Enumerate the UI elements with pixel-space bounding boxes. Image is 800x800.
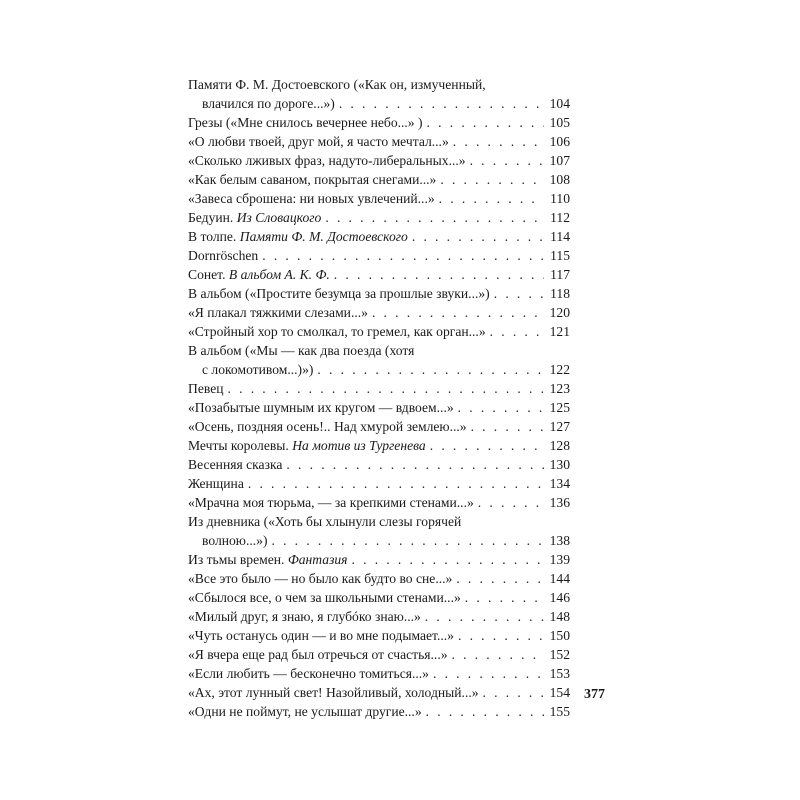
toc-entry-page: 128 [549, 438, 570, 453]
toc-entry-line [188, 626, 570, 645]
toc-entry-title: В толпе. [188, 229, 237, 244]
toc-entry[interactable] [188, 569, 570, 588]
toc-entry-title: Мечты королевы. [188, 438, 289, 453]
toc-entry-title: «Одни не поймут, не услышат другие...» [188, 704, 422, 719]
toc-entry-line [188, 702, 570, 721]
toc-entry-title: В альбом («Мы — как два поезда (хотя [188, 343, 415, 358]
toc-entry-title: «О любви твоей, друг мой, я часто мечтал...» [188, 134, 449, 149]
dot-leader [478, 493, 544, 512]
toc-entry-title: Бедуин. [188, 210, 234, 225]
dot-leader [453, 132, 544, 151]
toc-entry-line [188, 246, 570, 265]
toc-entry-subtitle: Из Словацкого [236, 210, 322, 225]
dot-leader [271, 531, 544, 550]
toc-entry-page: 114 [550, 229, 570, 244]
toc-entry-subtitle: Фантазия [287, 552, 348, 567]
toc-entry-page: 108 [549, 172, 570, 187]
toc-entry-line [188, 265, 570, 284]
toc-entry[interactable] [188, 341, 570, 379]
toc-entry-page: 146 [549, 590, 570, 605]
toc-entry-page: 139 [549, 552, 570, 567]
toc-entry-line [188, 417, 570, 436]
toc-entry-title: влачился по дороге...») [202, 96, 335, 111]
toc-entry-title: «Сколько лживых фраз, надуто-либеральных...» [188, 153, 466, 168]
toc-entry-title: «Милый друг, я знаю, я глубóко знаю...» [188, 609, 421, 624]
dot-leader [452, 645, 544, 664]
toc-entry-line [188, 493, 570, 512]
toc-entry-page: 138 [549, 533, 570, 548]
toc-entry[interactable] [188, 588, 570, 607]
toc-entry-title: Весенняя сказка [188, 457, 283, 472]
dot-leader [427, 113, 544, 132]
toc-entry-page: 106 [549, 134, 570, 149]
toc-entry[interactable] [188, 322, 570, 341]
toc-entry[interactable] [188, 550, 570, 569]
toc-entry-page: 105 [549, 115, 570, 130]
toc-entry-continuation [188, 94, 570, 113]
toc-entry[interactable] [188, 208, 570, 227]
toc-entry-title: «Завеса сброшена: ни новых увлечений...» [188, 191, 435, 206]
toc-entry-title: «Если любить — бесконечно томиться...» [188, 666, 429, 681]
toc-entry-page: 150 [549, 628, 570, 643]
page-number: 377 [584, 687, 605, 702]
dot-leader [470, 151, 544, 170]
toc-entry-line [188, 322, 570, 341]
toc-entry-title: «Осень, поздняя осень!.. Над хмурой землею...» [188, 419, 467, 434]
toc-entry-title: «Как белым саваном, покрытая снегами...» [188, 172, 437, 187]
toc-entry-page: 121 [549, 324, 570, 339]
toc-entry-line [188, 208, 570, 227]
toc-entry[interactable] [188, 474, 570, 493]
toc-entry-title: Из тьмы времен. [188, 552, 285, 567]
dot-leader [458, 626, 544, 645]
toc-entry-page: 136 [549, 495, 570, 510]
dot-leader [439, 189, 544, 208]
toc-entry[interactable] [188, 284, 570, 303]
toc-entry[interactable] [188, 683, 570, 702]
toc-entry-line [188, 398, 570, 417]
toc-entry-line [188, 664, 570, 683]
dot-leader [425, 607, 544, 626]
toc-entry-line [188, 474, 570, 493]
toc-entry-line [188, 151, 570, 170]
toc-entry-page: 144 [549, 571, 570, 586]
toc-entry-page: 154 [549, 685, 570, 700]
toc-entry-subtitle: На мотив из Тургенева [292, 438, 426, 453]
dot-leader [465, 588, 544, 607]
toc-entry[interactable] [188, 493, 570, 512]
toc-entry[interactable] [188, 170, 570, 189]
toc-entry-title: «Сбылося все, о чем за школьными стенами...» [188, 590, 461, 605]
dot-leader [334, 265, 544, 284]
toc-entry-title: «Все это было — но было как будто во сне...» [188, 571, 453, 586]
toc-entry-line [188, 607, 570, 626]
toc-entry-page: 110 [550, 191, 570, 206]
dot-leader [248, 474, 544, 493]
toc-entry-title: Памяти Ф. М. Достоевского («Как он, измученный, [188, 77, 486, 92]
toc-entry[interactable] [188, 151, 570, 170]
toc-entry-line [188, 588, 570, 607]
toc-entry[interactable] [188, 417, 570, 436]
table-of-contents [188, 75, 570, 721]
toc-entry-line [188, 189, 570, 208]
toc-entry-title: волною...») [202, 533, 268, 548]
toc-entry-line [188, 132, 570, 151]
toc-entry-line [188, 569, 570, 588]
dot-leader [352, 550, 545, 569]
dot-leader [483, 683, 544, 702]
toc-entry-line [188, 683, 570, 702]
toc-entry-line [188, 303, 570, 322]
toc-entry-line [188, 550, 570, 569]
toc-entry-title: Женщина [188, 476, 244, 491]
toc-entry[interactable] [188, 645, 570, 664]
dot-leader [412, 227, 544, 246]
toc-entry[interactable] [188, 455, 570, 474]
toc-entry[interactable] [188, 189, 570, 208]
toc-entry-page: 122 [549, 362, 570, 377]
toc-entry-page: 130 [549, 457, 570, 472]
toc-entry[interactable] [188, 512, 570, 550]
toc-entry-line [188, 436, 570, 455]
toc-entry-page: 152 [549, 647, 570, 662]
toc-entry-page: 104 [549, 96, 570, 111]
toc-entry-page: 120 [549, 305, 570, 320]
dot-leader [440, 170, 544, 189]
toc-entry-line [188, 512, 570, 531]
toc-entry-title: Певец [188, 381, 224, 396]
toc-entry-page: 134 [549, 476, 570, 491]
toc-entry[interactable] [188, 132, 570, 151]
dot-leader [262, 246, 544, 265]
toc-entry-page: 107 [549, 153, 570, 168]
toc-entry-title: «Ах, этот лунный свет! Назойливый, холодный...» [188, 685, 479, 700]
toc-entry-line [188, 75, 570, 94]
toc-entry-title: Сонет. [188, 267, 226, 282]
toc-entry-page: 153 [549, 666, 570, 681]
toc-entry-page: 148 [549, 609, 570, 624]
toc-entry-title: «Чуть останусь один — и во мне подымает...» [188, 628, 454, 643]
dot-leader [317, 360, 544, 379]
toc-entry-page: 125 [549, 400, 570, 415]
dot-leader [426, 702, 544, 721]
toc-entry-line [188, 645, 570, 664]
toc-entry[interactable] [188, 265, 570, 284]
toc-entry-line [188, 170, 570, 189]
toc-entry-continuation [188, 531, 570, 550]
toc-entry-title: «Я вчера еще рад был отречься от счастья...» [188, 647, 448, 662]
dot-leader [339, 94, 544, 113]
toc-entry-page: 127 [549, 419, 570, 434]
toc-entry-page: 117 [550, 267, 570, 282]
toc-entry[interactable] [188, 246, 570, 265]
toc-entry[interactable] [188, 113, 570, 132]
toc-entry-line [188, 341, 570, 360]
toc-entry-line [188, 113, 570, 132]
toc-entry-page: 112 [550, 210, 570, 225]
toc-entry-title: «Мрачна моя тюрьма, — за крепкими стенами...» [188, 495, 474, 510]
toc-entry-title: с локомотивом...)») [202, 362, 314, 377]
toc-entry-page: 115 [550, 248, 570, 263]
dot-leader [456, 569, 544, 588]
toc-entry-page: 118 [550, 286, 570, 301]
dot-leader [430, 436, 544, 455]
toc-entry-title: Dornröschen [188, 248, 259, 263]
toc-entry[interactable] [188, 379, 570, 398]
toc-entry-subtitle: Памяти Ф. М. Достоевского [239, 229, 408, 244]
toc-entry-line [188, 455, 570, 474]
dot-leader [433, 664, 544, 683]
toc-entry-line [188, 227, 570, 246]
toc-entry[interactable] [188, 436, 570, 455]
toc-entry-page: 123 [549, 381, 570, 396]
toc-entry-continuation [188, 360, 570, 379]
toc-entry[interactable] [188, 607, 570, 626]
toc-entry[interactable] [188, 303, 570, 322]
toc-entry[interactable] [188, 227, 570, 246]
dot-leader [471, 417, 544, 436]
dot-leader [372, 303, 544, 322]
toc-entry-title: «Я плакал тяжкими слезами...» [188, 305, 368, 320]
toc-entry-title: «Стройный хор то смолкал, то гремел, как орган...» [188, 324, 486, 339]
toc-entry-line [188, 379, 570, 398]
dot-leader [494, 284, 544, 303]
dot-leader [458, 398, 544, 417]
toc-entry[interactable] [188, 664, 570, 683]
toc-entry[interactable] [188, 398, 570, 417]
toc-entry-page: 155 [549, 704, 570, 719]
toc-entry-title: В альбом («Простите безумца за прошлые звуки...») [188, 286, 490, 301]
toc-entry-title: «Позабытые шумным их кругом — вдвоем...» [188, 400, 454, 415]
dot-leader [228, 379, 545, 398]
toc-entry[interactable] [188, 626, 570, 645]
dot-leader [286, 455, 544, 474]
toc-entry-title: Грезы («Мне снилось вечернее небо...» ) [188, 115, 423, 130]
dot-leader [325, 208, 544, 227]
toc-entry[interactable] [188, 702, 570, 721]
toc-entry-title: Из дневника («Хоть бы хлынули слезы горячей [188, 514, 462, 529]
dot-leader [490, 322, 544, 341]
toc-entry-subtitle: В альбом А. К. Ф. [228, 267, 330, 282]
toc-entry-line [188, 284, 570, 303]
toc-entry[interactable] [188, 75, 570, 113]
